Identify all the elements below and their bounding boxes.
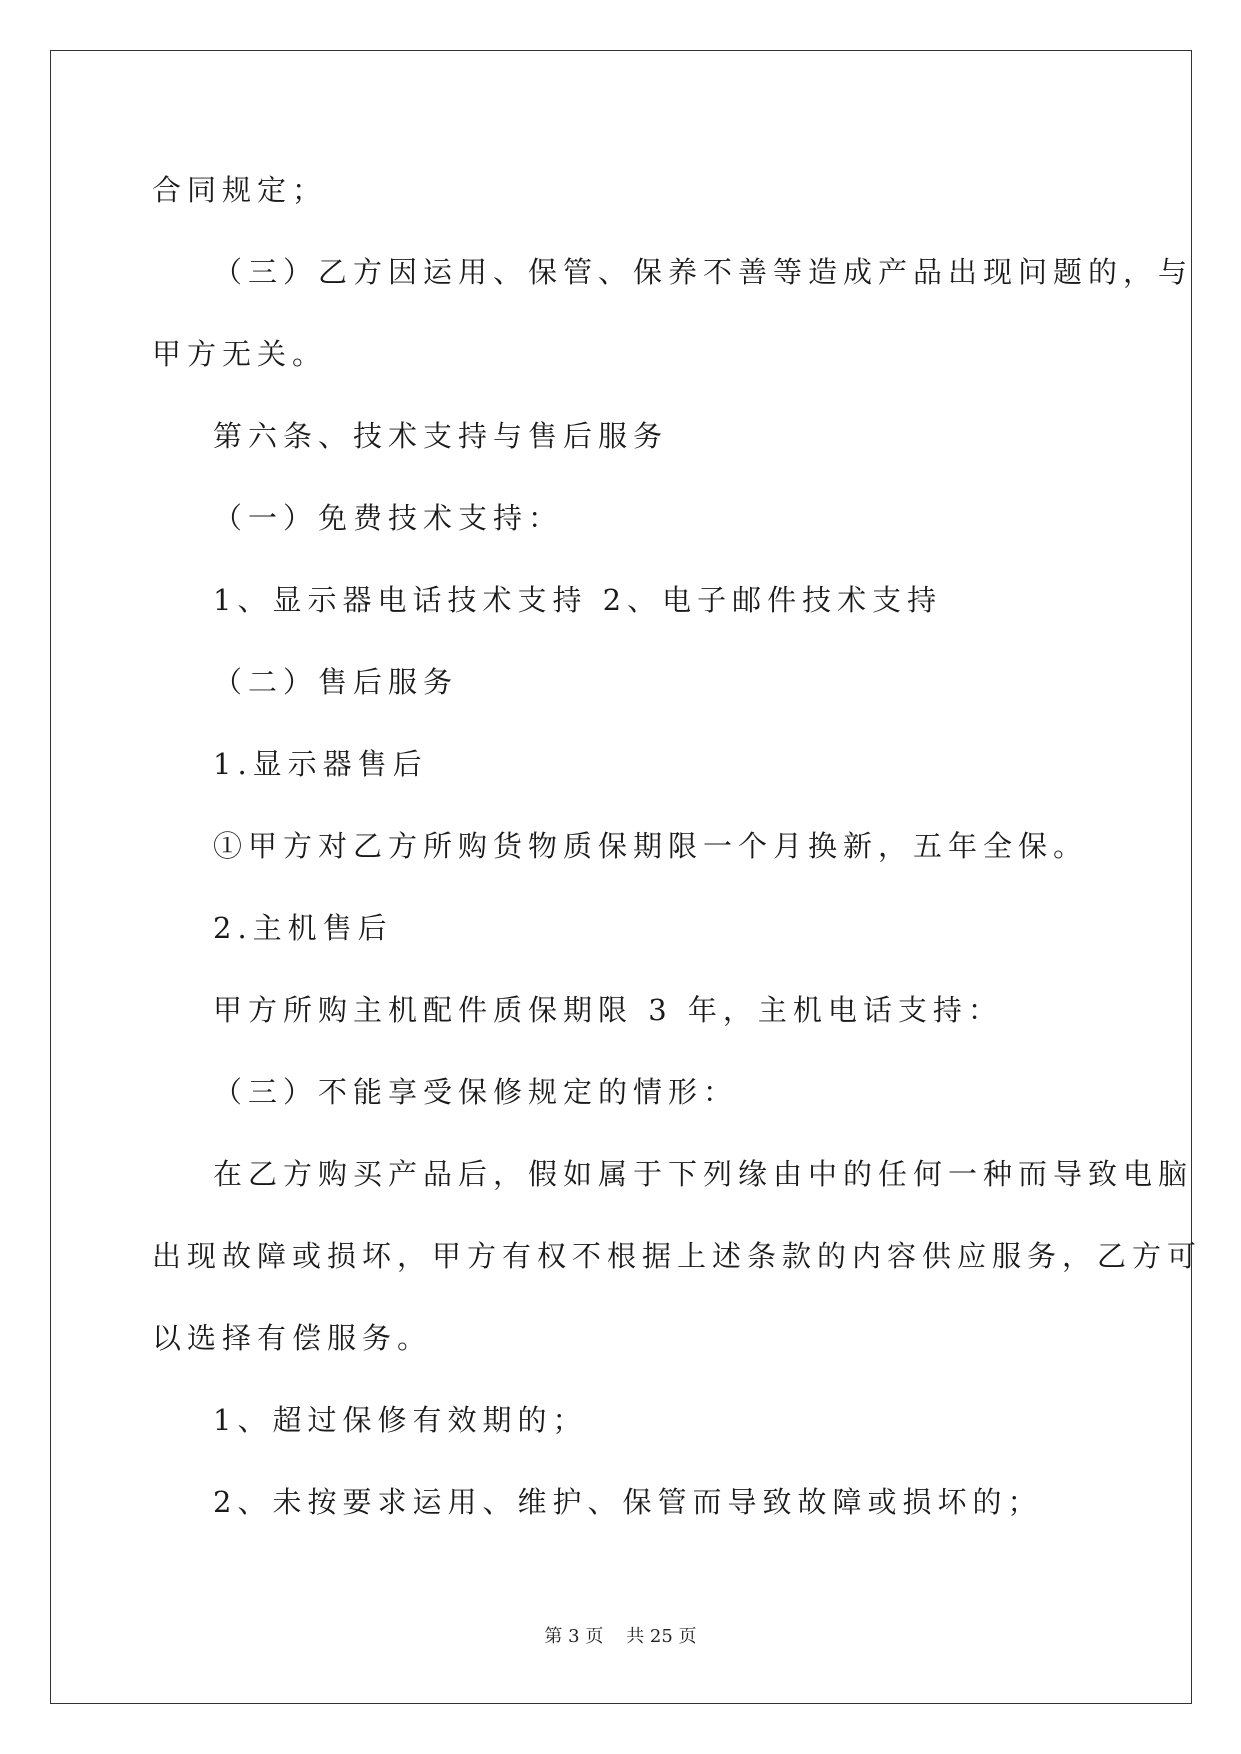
body-line-8: 1.显示器售后 bbox=[213, 747, 428, 781]
body-line-10: 2.主机售后 bbox=[213, 911, 393, 945]
body-line-1: 合同规定； bbox=[152, 173, 328, 207]
body-line-9: ①甲方对乙方所购货物质保期限一个月换新，五年全保。 bbox=[213, 829, 1089, 863]
body-line-5: （一）免费技术支持： bbox=[213, 501, 564, 535]
body-line-2: （三）乙方因运用、保管、保养不善等造成产品出现问题的，与 bbox=[213, 255, 1194, 289]
body-line-12: （三）不能享受保修规定的情形： bbox=[213, 1075, 739, 1109]
body-line-11: 甲方所购主机配件质保期限 3 年，主机电话支持： bbox=[213, 993, 1003, 1027]
body-line-13: 在乙方购买产品后，假如属于下列缘由中的任何一种而导致电脑 bbox=[213, 1157, 1194, 1191]
page-border bbox=[50, 50, 1192, 1704]
body-line-14: 出现故障或损坏，甲方有权不根据上述条款的内容供应服务，乙方可 bbox=[152, 1239, 1203, 1273]
body-line-15: 以选择有偿服务。 bbox=[152, 1321, 433, 1355]
page-number-footer: 第 3 页 共 25 页 bbox=[544, 1626, 697, 1647]
body-line-16: 1、超过保修有效期的； bbox=[213, 1403, 588, 1437]
body-line-7: （二）售后服务 bbox=[213, 665, 459, 699]
body-line-3: 甲方无关。 bbox=[152, 337, 328, 371]
section-heading-article-6: 第六条、技术支持与售后服务 bbox=[213, 419, 669, 453]
body-line-17: 2、未按要求运用、维护、保管而导致故障或损坏的； bbox=[213, 1485, 1043, 1519]
body-line-6: 1、显示器电话技术支持 2、电子邮件技术支持 bbox=[213, 583, 943, 617]
